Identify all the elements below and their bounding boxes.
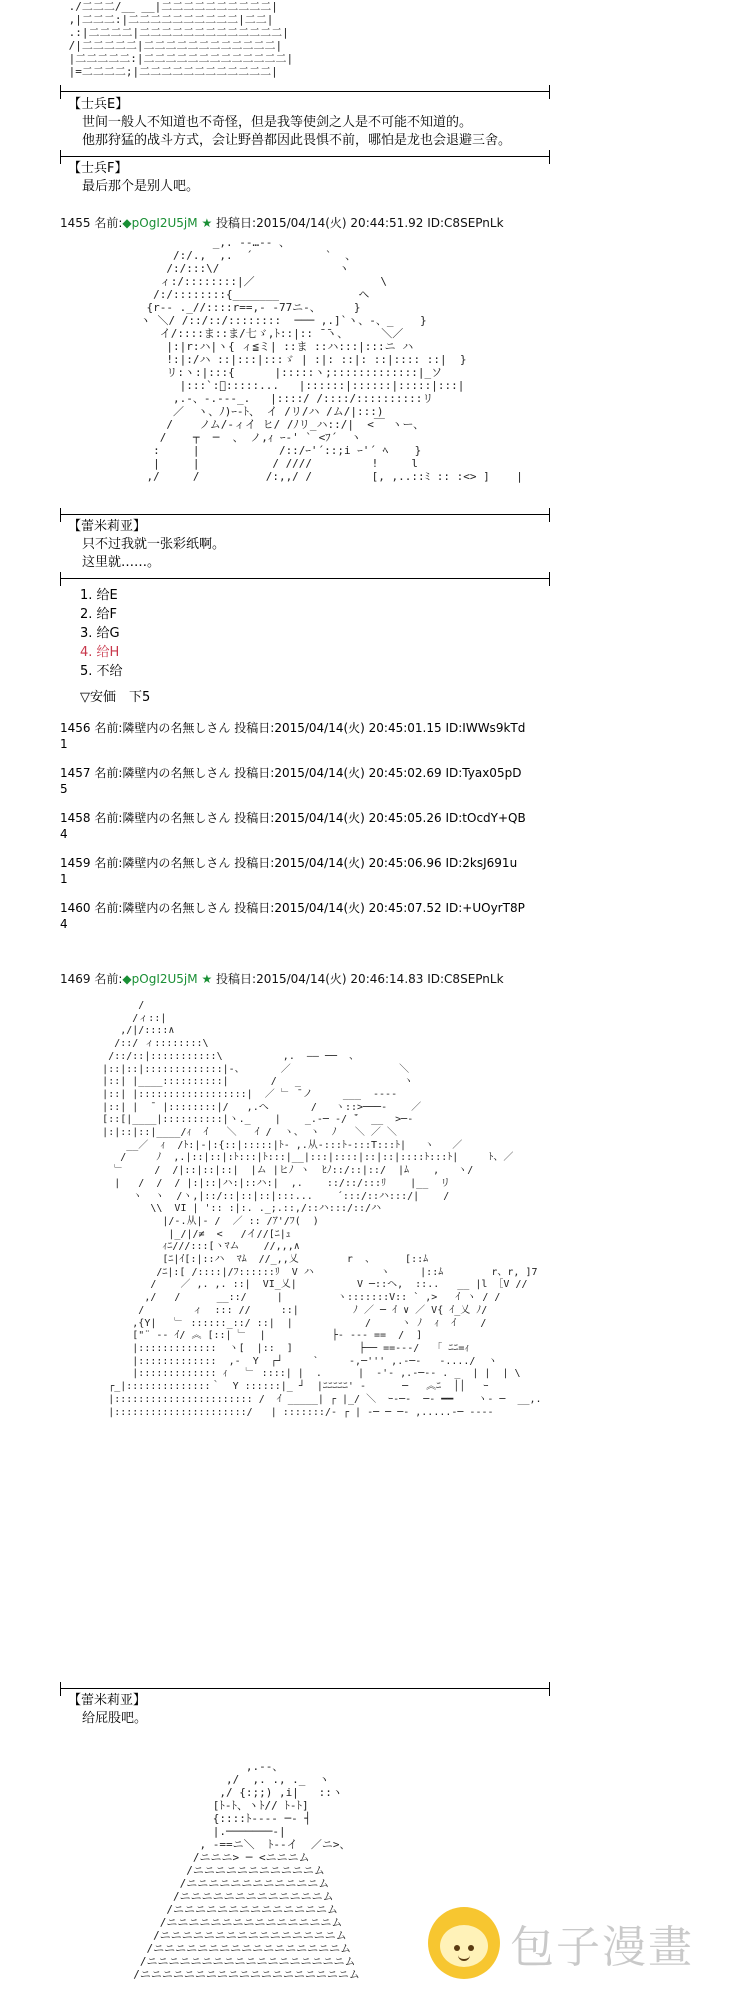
post-id: ID:tOcdY+QB (445, 811, 526, 825)
poster-name: 隣壁内の名無しさん (122, 721, 231, 735)
reply-body: 1 (60, 872, 68, 886)
speaker-label: 【蕾米莉亚】 (68, 519, 147, 534)
post-header-1455 (60, 214, 504, 231)
date-label: 投稿日: (216, 216, 257, 230)
post-header-1469 (60, 970, 504, 987)
choice-option-1: 1. 给E (80, 588, 118, 603)
poster-name: 隣壁内の名無しさん (122, 901, 231, 915)
date-label: 投稿日: (216, 972, 257, 986)
separator-line (60, 91, 550, 92)
dialog-line: 给屁股吧。 (82, 1711, 148, 1726)
star-icon: ★ (201, 972, 213, 986)
ascii-art-bottom: ,.--、 ,/ ,. ., ._ ヽ ,/ {:;;) ,i| ::ヽ [ﾄ-ﾄ、ヽﾄ// ﾄ‐ﾄ] {::::ﾄ‐‐‐- ─‐ ┤ |.───────‐| , -==ニ＼ ﾄ‐‐イ ／ニ>、 /ニニニ> ─ <ニニニム /ニニニニニニニニニニニム /ニニニニニニニニニニニニム /ニニニニニニニニニニニニニム /ニニニニニニニニニニニニニニム /ニニニニニニニニニニニニニニニム /ニニニニニニニニニニニニニニニニム /ニニニニニニニニニニニニニニニニニム /ニニニニニニニニニニニニニニニニニニム /ニニニニニニニニニニニニニニニニニニニム (133, 1760, 360, 1981)
post-number: 1469 (60, 972, 91, 986)
dialog-remilia-2 (68, 1692, 147, 1728)
reply-post-1460 (60, 900, 525, 932)
ascii-art-remilia-2: / /ィ::| ,/|/::::∧ /::/ ィ::::::::\ /::/::|:::::::::::\ ,. ―― ── 、 |::|::|:::::::::::::|‐、 ／ ＼ |::| |____::::::::::| / _ ヽ |::| |::::::::::::::::::| ／ ﹂ ̄ ノ ___ ‐--- |::| | ̄ |::::::::|/ ,.へ / ヽ::>───- ／ [::[|____|::::::::::|ヽ._ | _.-─ ‐/ ̄´ __ >─‐ |:|::|::|____/ｨ ｲ ＼ ｲ / ヽ、 ヽ ﾉ ＼ ／ ＼ __／ ｨ /ﾄ:|‐|:{::|:::::|ﾄ‐ ,.从‐:::ﾄ‐:::T:::ﾄ| ヽ ／ / ﾉ ,.|::|::|:ﾄ:::|ﾄ:::|__|:::|::::|::|::|::::ﾄ:::ﾄ| ﾄ、／ ﹂ / /|::|::|::| |ム |ヒﾉ ヽ ﾋﾉ::/::|::/ |ﾑ , ヽ/ | / / / |:|::|ハ:|::ハ:| ,. ::/::/:::ﾘ |__ リ ヽ ヽ /ヽ,|::/::|::|::|:::... ´:::/::ハ:::/| / \\ VI | ':: :|:. ._;.::,/::ハ:::/::/ハ |/‐.从|‐ / ／ :: /ｱ'/ﾌ( ) |_/|/≠ < /イ//[ﾆ|ｭ ｨﾆ///:::[ヽﾏム //,,,∧ [ﾆ|ｲ[:|::ハ ﾏﾑ //_,,乂 r 、 [::ﾑ /ﾆ|:[ /::::|/ﾌ::::::ﾘ V ハ ヽ |::ﾑ r、r, ]7 / ／ ,. ,. ::| VI_乂| V ─::ヘ, ::.. __ |l ［V // ,/ / __::/ | ヽ:::::::V:: ` ,> ｲ ヽ / / / ィ ::: // ::| ﾉ ／ ─ ｲ ∨ ／ V{ ｲ_乂 ﾉ/ ,{Y| ﹂ ::::::_::/ ::| | / ヽ ﾉ ｨ ｲ / ["¨ ‐‐ ｲ/ ︽ [::| ﹂ | ├‐ ‐-‐ == / ] |::::::::::::: ヽ[ |:: ] ├── ==‐--/ ｢ ﾆﾆ=ｨ |::::::::::::: ,- Y ┌┘ ` ‐,─''' ,.-─‐ ‐..../ ヽ |::::::::::::: ｨ ﹂ ::::| | . | ‐'‐ ,.-─-‐ . _ | | | \ ┌_|::::::::::::::｀ Y ::::::|_ ┘ |ﾆﾆﾆﾆﾆ' ‐ ─ ︽ﾆ ││ ｰ |::::::::::::::::::::::: / ｲ _____| ┌ |_/ ＼ ｰ-─- ─‐ ━━ ヽ‐ ─ __,. |::::::::::::::::::::::/ | :::::::/‐ ┌ | ‐─ ─ ─‐ ,.....-─ ---- (102, 1000, 542, 1418)
post-number: 1456 (60, 721, 91, 735)
post-date: 2015/04/14(火) 20:45:01.15 (274, 721, 442, 735)
post-number: 1460 (60, 901, 91, 915)
separator-line (60, 514, 550, 515)
dialog-line: 他那狩猛的战斗方式，会让野兽都因此畏惧不前，哪怕是龙也会退避三舍。 (82, 133, 512, 148)
separator-line (60, 1688, 550, 1689)
watermark (428, 1902, 718, 1984)
post-number: 1457 (60, 766, 91, 780)
post-number: 1458 (60, 811, 91, 825)
date-label: 投稿日: (234, 901, 275, 915)
dialog-line: 只不过我就一张彩纸啊。 (82, 537, 226, 552)
separator-line (60, 578, 550, 579)
dialog-line: 世间一般人不知道也不奇怪，但是我等使剑之人是不可能不知道的。 (82, 115, 473, 130)
watermark-text: 包子漫畫 (510, 1922, 694, 1973)
post-date: 2015/04/14(火) 20:46:14.83 (256, 972, 424, 986)
reply-body: 5 (60, 782, 68, 796)
choice-option-3: 3. 给G (80, 626, 120, 641)
reply-post-1458 (60, 810, 526, 842)
dialog-soldier-e (68, 96, 511, 150)
reply-body: 1 (60, 737, 68, 751)
post-id: ID:C8SEPnLk (427, 972, 504, 986)
name-label: 名前: (94, 972, 123, 986)
choice-option-4-selected: 4. 给H (80, 645, 120, 660)
separator-line (60, 156, 550, 157)
post-date: 2015/04/14(火) 20:44:51.92 (256, 216, 424, 230)
date-label: 投稿日: (234, 811, 275, 825)
date-label: 投稿日: (234, 766, 275, 780)
reply-body: 4 (60, 917, 68, 931)
post-date: 2015/04/14(火) 20:45:06.96 (274, 856, 442, 870)
star-icon: ★ (201, 216, 213, 230)
post-date: 2015/04/14(火) 20:45:07.52 (274, 901, 442, 915)
bun-mascot-icon (428, 1907, 500, 1979)
post-id: ID:Tyax05pD (445, 766, 522, 780)
poster-name: 隣壁内の名無しさん (122, 856, 231, 870)
speaker-label: 【士兵F】 (68, 161, 128, 176)
reply-post-1459 (60, 855, 517, 887)
poster-name: 隣壁内の名無しさん (122, 766, 231, 780)
post-id: ID:+UOyrT8P (445, 901, 525, 915)
name-label: 名前: (94, 901, 123, 915)
name-label: 名前: (94, 766, 123, 780)
choice-list (80, 586, 123, 681)
choice-option-2: 2. 给F (80, 607, 118, 622)
reply-body: 4 (60, 827, 68, 841)
speaker-label: 【士兵E】 (68, 97, 129, 112)
choice-option-5: 5. 不给 (80, 664, 123, 679)
ascii-art-top: ./二二二/__ __|二二二二二二二二二二| ,|二二二:|二二二二二二二二二二|二二| .:|二二二二|二二二二二二二二二二二二二| /|二二二二二|二二二二二二二二二二二二| |二二二二二:|二二二二二二二二二二二二二| |=二二二二;|二二二二二二二二二二二二| (68, 0, 294, 78)
post-id: ID:C8SEPnLk (427, 216, 504, 230)
post-date: 2015/04/14(火) 20:45:05.26 (274, 811, 442, 825)
reply-post-1456 (60, 720, 525, 752)
post-number: 1459 (60, 856, 91, 870)
post-id: ID:2ksJ691u (445, 856, 518, 870)
name-label: 名前: (94, 811, 123, 825)
dialog-line: 这里就……。 (82, 555, 161, 570)
name-label: 名前: (94, 721, 123, 735)
dialog-soldier-f (68, 160, 199, 196)
trip-code[interactable]: ◆pOgI2U5jM (122, 972, 198, 986)
date-label: 投稿日: (234, 721, 275, 735)
post-number: 1455 (60, 216, 91, 230)
trip-code[interactable]: ◆pOgI2U5jM (122, 216, 198, 230)
speaker-label: 【蕾米莉亚】 (68, 1693, 147, 1708)
reply-post-1457 (60, 765, 521, 797)
post-id: ID:IWWs9kTd (445, 721, 526, 735)
dialog-remilia-1 (68, 518, 225, 572)
vote-instruction: ▽安価 下5 (80, 690, 151, 705)
dialog-line: 最后那个是别人吧。 (82, 179, 200, 194)
post-date: 2015/04/14(火) 20:45:02.69 (274, 766, 442, 780)
date-label: 投稿日: (234, 856, 275, 870)
name-label: 名前: (94, 216, 123, 230)
name-label: 名前: (94, 856, 123, 870)
poster-name: 隣壁内の名無しさん (122, 811, 231, 825)
ascii-art-remilia-1: _,. -‐…‐- 、 /:/., ,. ´ ` 、 /:/:::\/ ヽ ィ:/::::::::|／ \ /:/::::::::{_______ ヘ {r‐- ._//::::r==,- ‐77ニ-、 } ヽ ＼/ /::/::/:::::::: ─── ,.]`ヽ、‐、_ } イ/::::ま::ま/七ゞ,ﾄ::|:: ̄ ̄ヽ、 ＼／ |:|r:ハ|ヽ{ ィ≦ミ| ::ま ::ハ:::|:::ニ ハ !:|:/ハ ::|:::|:::ゞ | :|: ::|: ::|:::: ::| } リ:ヽ:|:::{ |:::::ヽ;:::::::::::::|_ソ |:::`:ﾟ:::::... |::::::|::::::|:::::|:::| ,.-、‐.-‐-_. |::::/ /::::/::::::::::リ ／ ヽ、ﾉ)ｰ-ﾄ、 イ /リ/ハ /ム/|:::) / ノム/-ィイ ヒ/ /ﾉリ_ハ::/| <￣ ヽー、 / ┬ ─ 、 ノ,ｨ ｰ‐' ` <ﾌ´ ヽ : | /::/ｰ'´::;i ｰ'´ ﾍ } | | / //// ! l ,/ / /:,,/ / [, ,..::ﾐ :: :<> ] | (139, 236, 523, 483)
